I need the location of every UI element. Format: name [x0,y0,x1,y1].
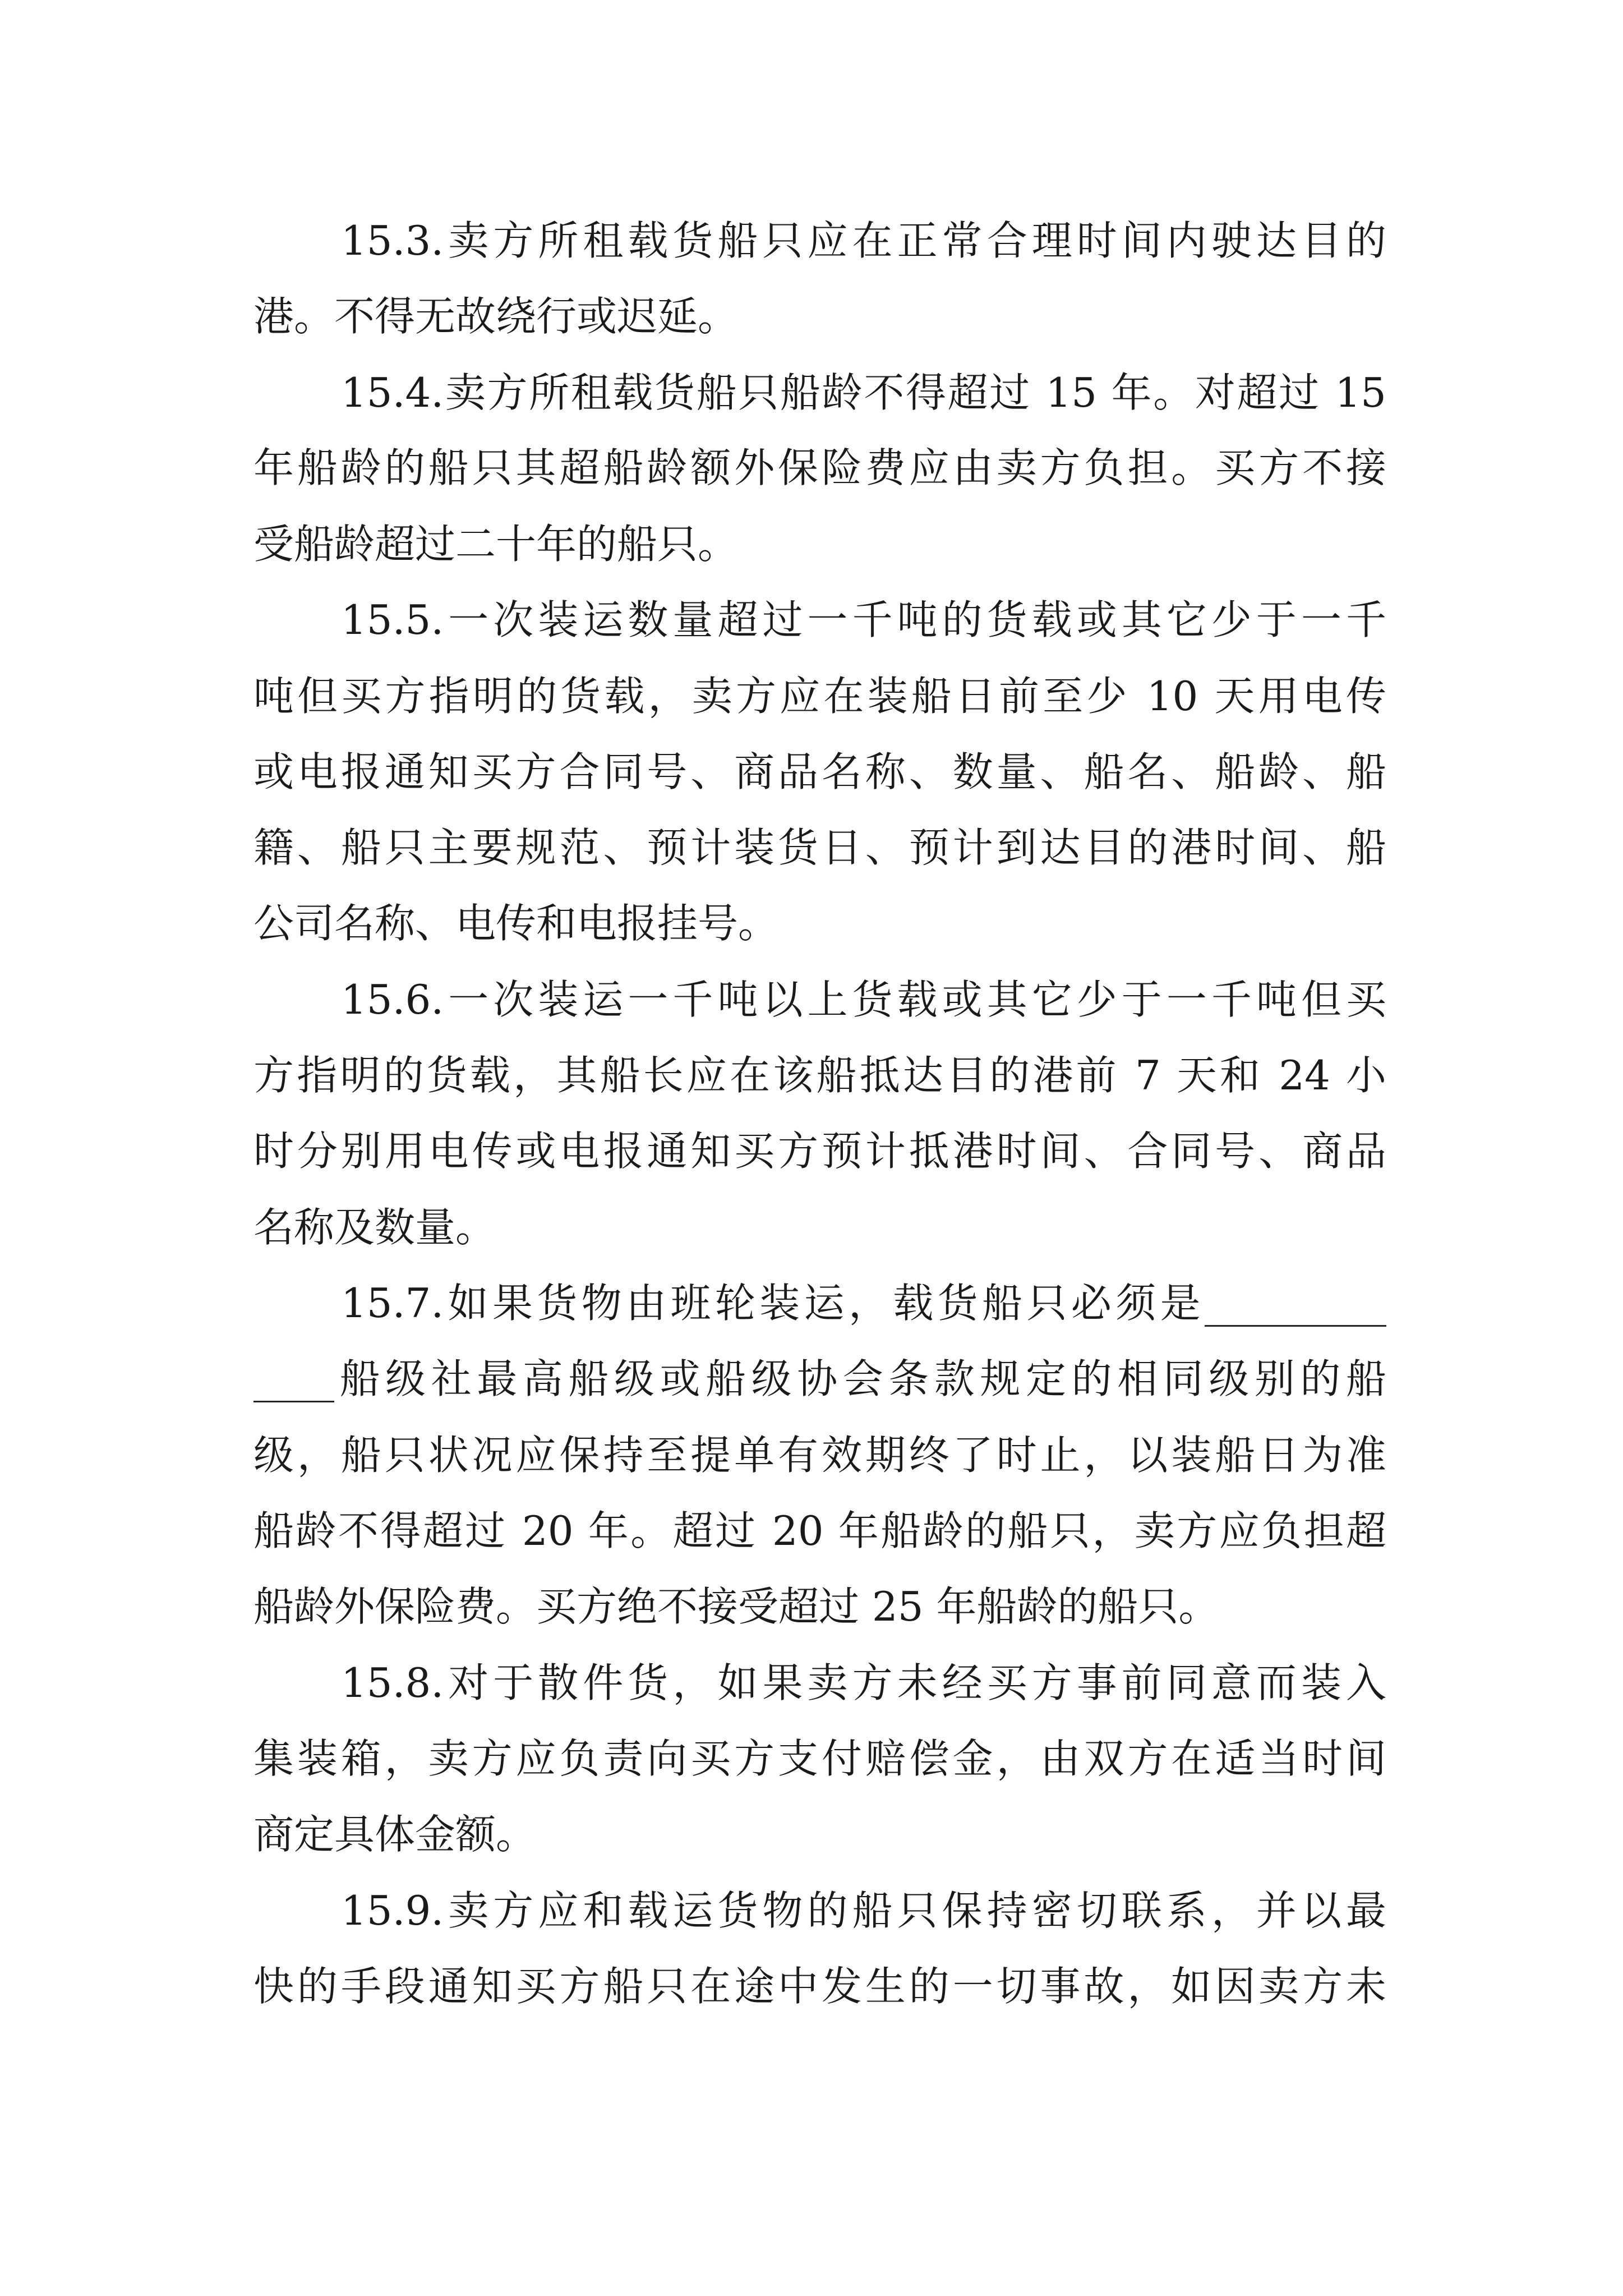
clause-15-6-line-2: 方指明的货载，其船长应在该船抵达目的港前 7 天和 24 小 [253,1052,1386,1099]
clause-15-3-line-2: 港。不得无故绕行或迟延。 [253,293,739,340]
clause-15-6-line-3: 时分别用电传或电报通知买方预计抵港时间、合同号、商品 [253,1128,1386,1175]
clause-15-4-line-2: 年船龄的船只其超船龄额外保险费应由卖方负担。买方不接 [253,444,1386,491]
clause-15-5-line-2: 吨但买方指明的货载，卖方应在装船日前至少 10 天用电传 [253,673,1386,720]
clause-15-6-line-1: 15.6.一次装运一千吨以上货载或其它少于一千吨但买 [341,976,1386,1023]
clause-15-8-line-3: 商定具体金额。 [253,1811,537,1858]
clause-15-8-line-2: 集装箱，卖方应负责向买方支付赔偿金，由双方在适当时间 [253,1735,1386,1782]
clause-15-6-line-4: 名称及数量。 [253,1204,496,1251]
clause-15-5-line-5: 公司名称、电传和电报挂号。 [253,900,779,947]
clause-15-7-line-3: 级，船只状况应保持至提单有效期终了时止，以装船日为准 [253,1432,1386,1479]
clause-15-7-line-1: 15.7.如果货物由班轮装运，载货船只必须是_________ [341,1280,1386,1327]
clause-15-5-line-3: 或电报通知买方合同号、商品名称、数量、船名、船龄、船 [253,748,1386,795]
clause-15-3-line-1: 15.3.卖方所租载货船只应在正常合理时间内驶达目的 [341,217,1386,264]
clause-15-7-line-2: ____船级社最高船级或船级协会条款规定的相同级别的船 [253,1355,1386,1402]
clause-15-9-line-2: 快的手段通知买方船只在途中发生的一切事故，如因卖方未 [253,1963,1386,2010]
clause-15-4-line-3: 受船龄超过二十年的船只。 [253,521,739,568]
clause-15-7-line-4: 船龄不得超过 20 年。超过 20 年船龄的船只，卖方应负担超 [253,1507,1386,1554]
clause-15-8-line-1: 15.8.对于散件货，如果卖方未经买方事前同意而装入 [341,1659,1386,1706]
clause-15-9-line-1: 15.9.卖方应和载运货物的船只保持密切联系，并以最 [341,1887,1386,1934]
clause-15-5-line-4: 籍、船只主要规范、预计装货日、预计到达目的港时间、船 [253,824,1386,871]
clause-15-4-line-1: 15.4.卖方所租载货船只船龄不得超过 15 年。对超过 15 [341,369,1386,416]
clause-15-5-line-1: 15.5.一次装运数量超过一千吨的货载或其它少于一千 [341,596,1386,643]
clause-15-7-line-5: 船龄外保险费。买方绝不接受超过 25 年船龄的船只。 [253,1583,1219,1630]
